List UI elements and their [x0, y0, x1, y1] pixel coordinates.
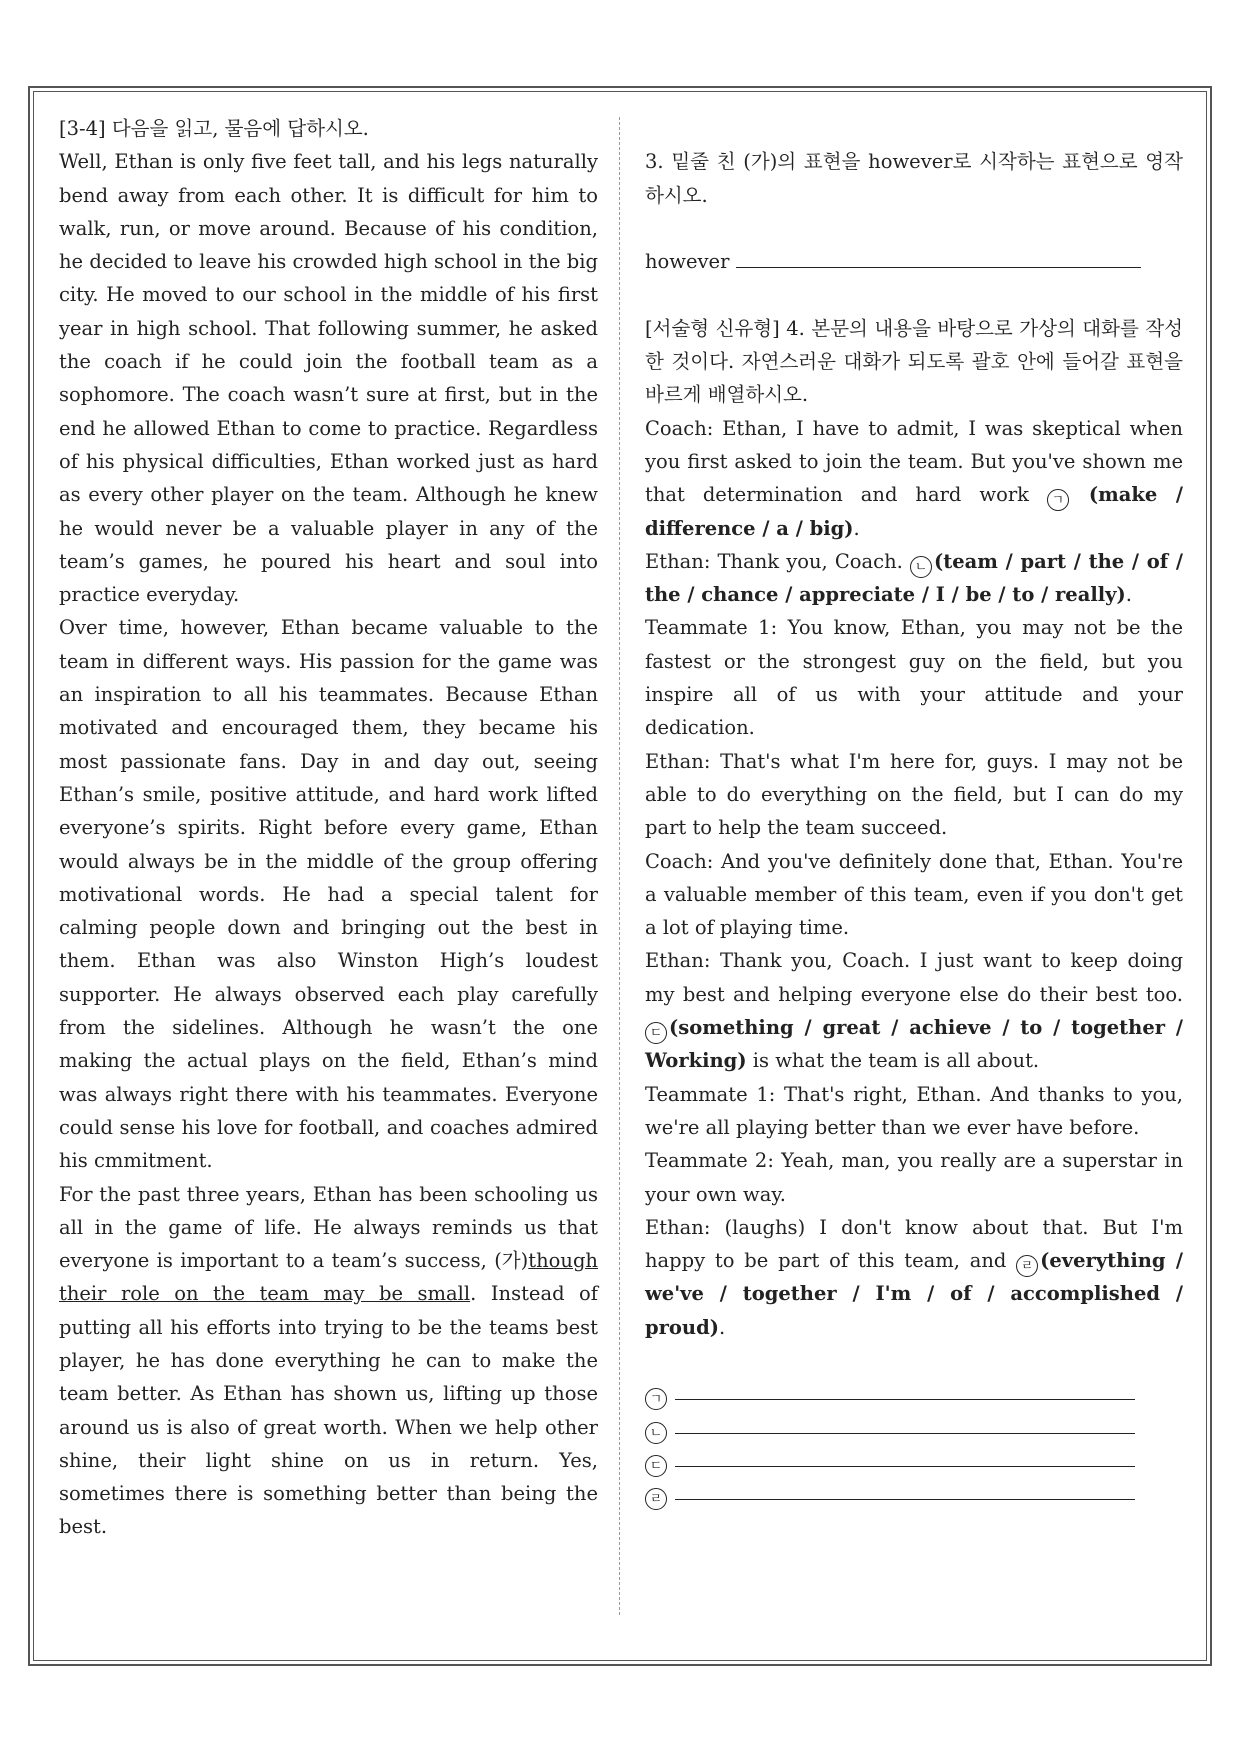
dialogue-teammate-1b: Teammate 1: That's right, Ethan. And thanks to you, we're all playing better than we ever have before.	[645, 1082, 1183, 1139]
circled-mark-c: ㄷ	[645, 1022, 667, 1044]
scrambled-words-d: (everything / we've / together / I'm / of / accomplished / proud)	[645, 1249, 1184, 1339]
dialogue-text: Coach: Ethan, I have to admit, I was skeptical when you first asked to join the team. But you've shown me that determination and hard work	[645, 416, 1183, 507]
circled-mark-c: ㄷ	[645, 1455, 667, 1477]
answer-row-c	[645, 1444, 1183, 1477]
scrambled-words-c: (something / great / achieve / to / together / Working)	[645, 1016, 1183, 1073]
passage-text: For the past three years, Ethan has been schooling us all in the game of life. He always reminds us that everyone is important to a team’s success, (가)	[59, 1182, 598, 1273]
dialogue-ethan-2: Ethan: That's what I'm here for, guys. I may not be able to do everything on the field, but I can do my part to help the team succeed.	[645, 749, 1183, 840]
circled-mark-b: ㄴ	[910, 556, 932, 578]
dialogue-ethan-4: Ethan: (laughs) I don't know about that. But I'm happy to be part of this team, and ㄹ (everything / we've / together / I'm / of / accomplished / proud).	[645, 1215, 1184, 1339]
circled-mark-a: ㄱ	[645, 1388, 667, 1410]
dialogue-ethan-3	[645, 944, 1183, 1077]
question-3-answer	[645, 245, 1183, 278]
dialogue-text: Ethan: Thank you, Coach.	[645, 549, 903, 573]
answer-row-d	[645, 1477, 1183, 1510]
question-header: [3-4] 다음을 읽고, 물음에 답하시오.	[59, 117, 369, 140]
passage-paragraph-1: Well, Ethan is only five feet tall, and his legs naturally bend away from each other. It is difficult for him to walk, run, or move around. Because of his condition, he decided to leave his crowded high school in the big city. He moved to our school in the middle of his first year in high school. That following summer, he asked the coach if he could join the football team as a sophomore. The coach wasn’t sure at first, but in the end he allowed Ethan to come to practice. Regardless of his physical difficulties, Ethan worked just as hard as every other player on the team. Although he knew he would never be a valuable player in any of the team’s games, he poured his heart and soul into practice everyday.	[59, 150, 598, 607]
scrambled-words-b: (team / part / the / of / the / chance / appreciate / I / be / to / really)	[645, 549, 1183, 607]
dialogue-coach-1: Coach: Ethan, I have to admit, I was skeptical when you first asked to join the team. But you've shown me that determination and hard work ㄱ (make / difference / a / big).	[645, 416, 1183, 540]
passage-paragraph-2: Over time, however, Ethan became valuable to the team in different ways. His passion for the game was an inspiration to all his teammates. Because Ethan motivated and encouraged them, they became his most passionate fans. Day in and day out, seeing Ethan’s smile, positive attitude, and hard work lifted everyone’s spirits. Right before every game, Ethan would always be in the middle of the group offering motivational words. He had a special talent for calming people down and bringing out the best in them. Ethan was also Winston High’s loudest supporter. He always observed each play carefully from the sidelines. Although he wasn’t the one making the actual plays on the field, Ethan’s mind was always right there with his teammates. Everyone could sense his love for football, and coaches admired his cmmitment.	[59, 616, 598, 1173]
circled-mark-b: ㄴ	[645, 1422, 667, 1444]
column-divider	[619, 117, 620, 1615]
answer-line-d[interactable]	[675, 1481, 1135, 1500]
questions-column	[645, 112, 1183, 1510]
answer-prefix: however	[645, 250, 730, 274]
dialogue-teammate-2: Teammate 2: Yeah, man, you really are a superstar in your own way.	[645, 1149, 1183, 1206]
answer-row-b	[645, 1411, 1183, 1444]
dialogue-ethan-1: Ethan: Thank you, Coach. ㄴ (team / part / the / of / the / chance / appreciate / I / be / to / really).	[645, 549, 1183, 607]
answer-line-b[interactable]	[675, 1415, 1135, 1434]
reading-passage-column	[59, 112, 598, 1544]
dialogue-text: is what the team is all about.	[752, 1049, 1040, 1073]
answer-line-a[interactable]	[675, 1381, 1135, 1400]
question-3: 3. 밑줄 친 (가)의 표현을 however로 시작하는 표현으로 영작하시오.	[645, 150, 1183, 207]
circled-mark-d: ㄹ	[645, 1488, 667, 1510]
answer-row-a	[645, 1377, 1183, 1410]
scrambled-words-a: (make / difference / a / big)	[645, 483, 1183, 540]
answer-line[interactable]	[736, 249, 1141, 268]
passage-paragraph-3	[59, 1178, 598, 1544]
answer-line-c[interactable]	[675, 1448, 1135, 1467]
dialogue-coach-2: Coach: And you've definitely done that, Ethan. You're a valuable member of this team, even if you don't get a lot of playing time.	[645, 849, 1183, 940]
dialogue-text: Ethan: (laughs) I don't know about that. But I'm happy to be part of this team, and	[645, 1215, 1183, 1273]
underlined-phrase-ga: though their role on the team may be small	[59, 1249, 598, 1306]
circled-mark-a: ㄱ	[1047, 489, 1069, 511]
dialogue-text: Ethan: Thank you, Coach. I just want to keep doing my best and helping everyone else do their best too.	[645, 949, 1183, 1006]
dialogue-teammate-1: Teammate 1: You know, Ethan, you may not be the fastest or the strongest guy on the field, but you inspire all of us with your attitude and your dedication.	[645, 616, 1183, 740]
circled-mark-d: ㄹ	[1016, 1255, 1038, 1277]
passage-text: . Instead of putting all his efforts into trying to be the teams best player, he has done everything he can to make the team better. As Ethan has shown us, lifting up those around us is also of great worth. When we help other shine, their light shine on us in return. Yes, sometimes there is something better than being the best.	[59, 1282, 598, 1539]
question-4: [서술형 신유형] 4. 본문의 내용을 바탕으로 가상의 대화를 작성한 것이다. 자연스러운 대화가 되도록 괄호 안에 들어갈 표현을 바르게 배열하시오.	[645, 316, 1183, 407]
